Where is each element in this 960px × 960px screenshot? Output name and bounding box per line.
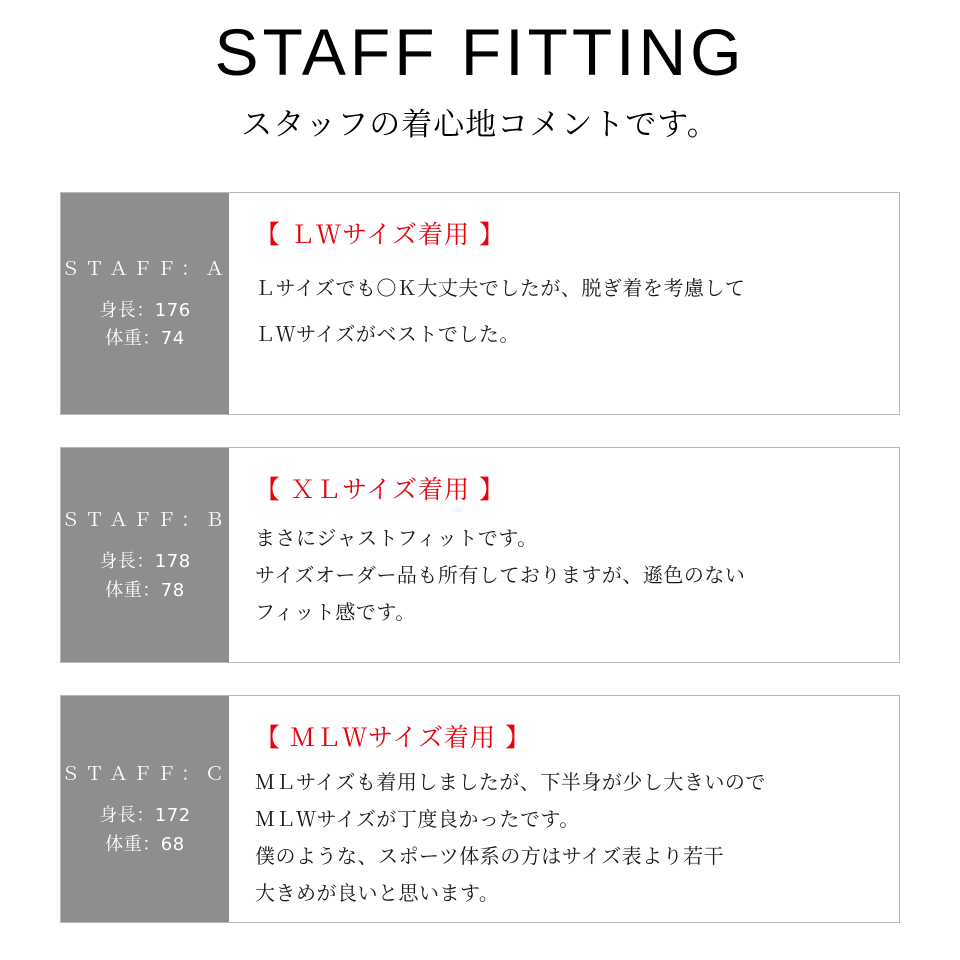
staff-meta xyxy=(61,696,229,922)
staff-comment-body xyxy=(229,696,899,922)
staff-comment-line: 大きめが良いと思います。 xyxy=(255,881,500,906)
staff-comment-body xyxy=(229,193,899,414)
staff-weight: 体重：78 xyxy=(105,579,185,601)
staff-block-list xyxy=(0,192,960,923)
staff-weight: 体重：74 xyxy=(105,328,185,350)
staff-block xyxy=(60,695,900,923)
page-subtitle: スタッフの着心地コメントです。 xyxy=(241,107,719,144)
staff-size-label: 【 ＸＬサイズ着用 】 xyxy=(255,475,505,505)
staff-comment-line: ＭＬＷサイズが丁度良かったです。 xyxy=(255,807,580,832)
staff-height: 身長：176 xyxy=(99,299,191,321)
staff-comment-body xyxy=(229,448,899,662)
staff-comment-line: フィット感です。 xyxy=(255,600,416,625)
staff-size-label: 【 ＬＷサイズ着用 】 xyxy=(255,220,505,250)
staff-block xyxy=(60,447,900,663)
page-title: STAFF FITTING xyxy=(214,15,746,89)
staff-height: 身長：172 xyxy=(99,805,191,826)
staff-weight: 体重：68 xyxy=(105,833,185,855)
staff-block xyxy=(60,192,900,415)
staff-comment-line: Ｌサイズでも〇Ｋ大丈夫でしたが、脱ぎ着を考慮して xyxy=(255,276,746,301)
staff-comment-line: ＬＷサイズがベストでした。 xyxy=(255,322,520,347)
staff-meta xyxy=(61,193,229,414)
staff-comment-line: ＭＬサイズも着用しましたが、下半身が少し大きいので xyxy=(255,770,766,795)
staff-meta xyxy=(61,448,229,662)
page-header xyxy=(0,0,960,144)
staff-comment-line: サイズオーダー品も所有しておりますが、遜色のない xyxy=(255,563,746,588)
staff-comment-line: まさにジャストフィットです。 xyxy=(255,526,538,551)
staff-size-label: 【 ＭＬＷサイズ着用 】 xyxy=(255,723,531,753)
staff-comment-line: 僕のような、スポーツ体系の方はサイズ表より若干 xyxy=(255,844,725,869)
staff-height: 身長：178 xyxy=(99,551,191,572)
staff-id: ＳＴＡＦＦ：Ｃ xyxy=(61,763,230,785)
staff-id: ＳＴＡＦＦ：Ａ xyxy=(61,257,230,280)
staff-id: ＳＴＡＦＦ：Ｂ xyxy=(61,509,230,531)
